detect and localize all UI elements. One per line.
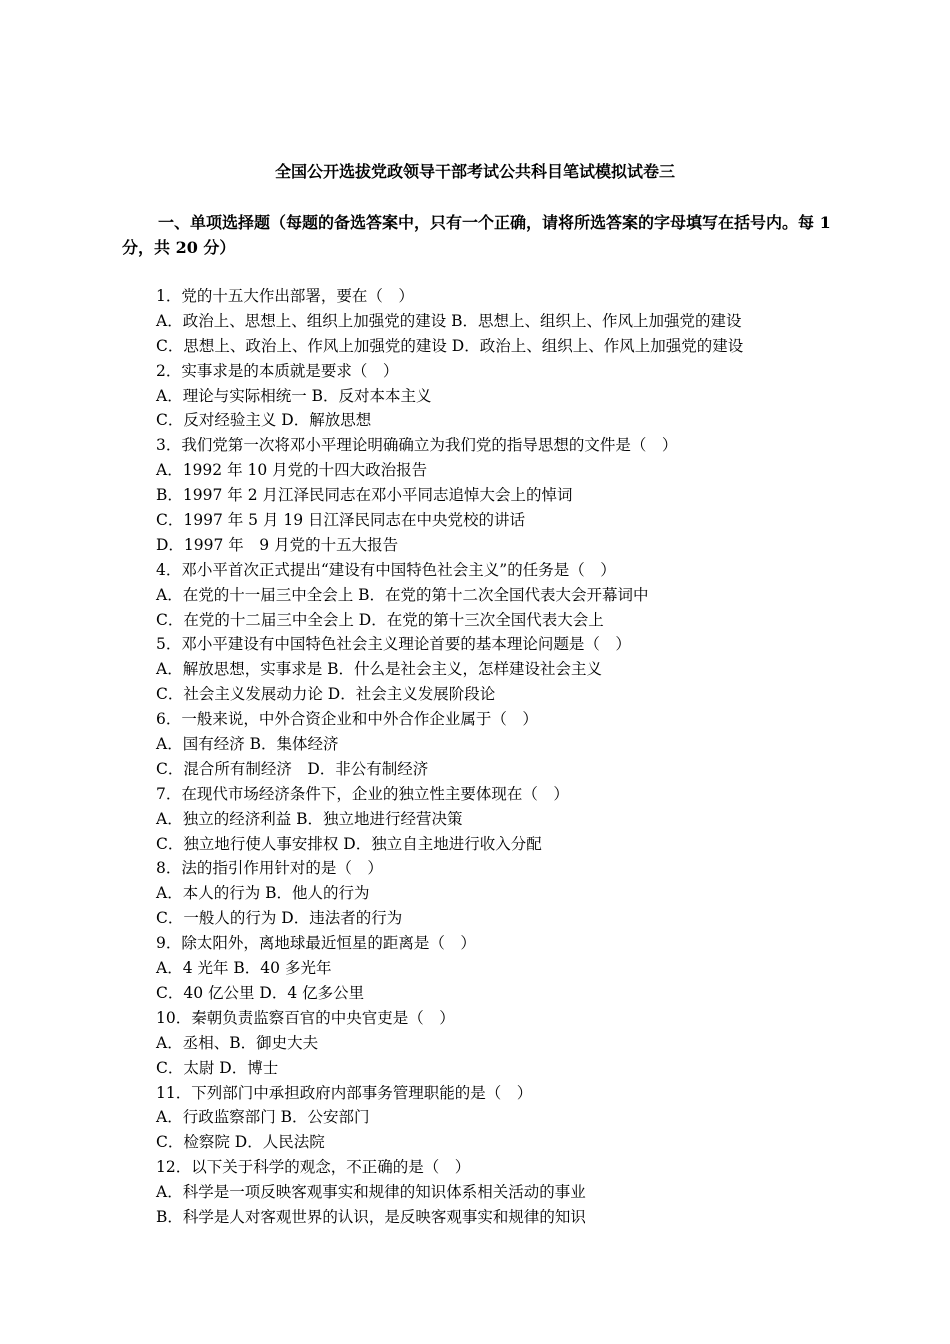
answer-option-line: C．混合所有制经济 D．非公有制经济: [156, 759, 429, 778]
answer-option-line: A．国有经济 B．集体经济: [156, 735, 339, 754]
answer-option-line: B．科学是人对客观世界的认识，是反映客观事实和规律的知识: [156, 1207, 586, 1226]
answer-option-line: A．4 光年 B．40 多光年: [156, 959, 332, 978]
question-stem: 3．我们党第一次将邓小平理论明确确立为我们党的指导思想的文件是（ ）: [156, 436, 678, 455]
answer-option-line: C．检察院 D．人民法院: [156, 1133, 325, 1152]
answer-option-line: B．1997 年 2 月江泽民同志在邓小平同志追悼大会上的悼词: [156, 486, 573, 505]
question-stem: 4．邓小平首次正式提出“建设有中国特色社会主义”的任务是（ ）: [156, 560, 616, 579]
question-stem: 8．法的指引作用针对的是（ ）: [156, 859, 383, 878]
question-stem: 11．下列部门中承担政府内部事务管理职能的是（ ）: [156, 1083, 533, 1102]
question-stem: 6．一般来说，中外合资企业和中外合作企业属于（ ）: [156, 710, 538, 729]
section-instructions: 一、单项选择题（每题的备选答案中，只有一个正确，请将所选答案的字母填写在括号内。每 1 分，共 20 分）: [122, 213, 831, 257]
question-stem: 1．党的十五大作出部署，要在（ ）: [156, 287, 414, 305]
question-list: [156, 284, 856, 1230]
question-stem: 2．实事求是的本质就是要求（ ）: [156, 361, 399, 380]
answer-option-line: C．独立地行使人事安排权 D．独立自主地进行收入分配: [156, 834, 542, 853]
answer-option-line: A．1992 年 10 月党的十四大政治报告: [156, 461, 428, 480]
question-stem: 9．除太阳外，离地球最近恒星的距离是（ ）: [156, 934, 476, 953]
answer-option-line: C．40 亿公里 D．4 亿多公里: [156, 983, 365, 1002]
question-stem: 10．秦朝负责监察百官的中央官吏是（ ）: [156, 1008, 455, 1027]
question-stem: 5．邓小平建设有中国特色社会主义理论首要的基本理论问题是（ ）: [156, 635, 631, 654]
question-stem: 7．在现代市场经济条件下，企业的独立性主要体现在（ ）: [156, 784, 569, 803]
answer-option-line: A．理论与实际相统一 B．反对本本主义: [156, 386, 432, 405]
answer-option-line: A．科学是一项反映客观事实和规律的知识体系相关活动的事业: [156, 1183, 586, 1202]
answer-option-line: C．一般人的行为 D．违法者的行为: [156, 909, 403, 928]
answer-option-line: C．社会主义发展动力论 D．社会主义发展阶段论: [156, 685, 496, 704]
answer-option-line: A．行政监察部门 B．公安部门: [156, 1108, 370, 1127]
answer-option-line: A．独立的经济利益 B．独立地进行经营决策: [156, 809, 463, 828]
answer-option-line: A．本人的行为 B．他人的行为: [156, 884, 370, 903]
answer-option-line: C．在党的十二届三中全会上 D．在党的第十三次全国代表大会上: [156, 610, 604, 629]
answer-option-line: C．思想上、政治上、作风上加强党的建设 D．政治上、组织上、作风上加强党的建设: [156, 336, 744, 355]
answer-option-line: C．反对经验主义 D．解放思想: [156, 411, 372, 430]
answer-option-line: C．1997 年 5 月 19 日江泽民同志在中央党校的讲话: [156, 511, 526, 530]
answer-option-line: A．丞相、B．御史大夫: [156, 1033, 319, 1052]
answer-option-line: D．1997 年 9 月党的十五大报告: [156, 535, 399, 554]
answer-option-line: A．在党的十一届三中全会上 B．在党的第十二次全国代表大会开幕词中: [156, 585, 649, 604]
document-title: 全国公开选拔党政领导干部考试公共科目笔试模拟试卷三: [274, 162, 675, 181]
answer-option-line: A．解放思想，实事求是 B．什么是社会主义，怎样建设社会主义: [156, 660, 603, 679]
answer-option-line: A．政治上、思想上、组织上加强党的建设 B．思想上、组织上、作风上加强党的建设: [156, 311, 742, 330]
question-stem: 12．以下关于科学的观念，不正确的是（ ）: [156, 1158, 471, 1177]
answer-option-line: C．太尉 D．博士: [156, 1058, 279, 1077]
